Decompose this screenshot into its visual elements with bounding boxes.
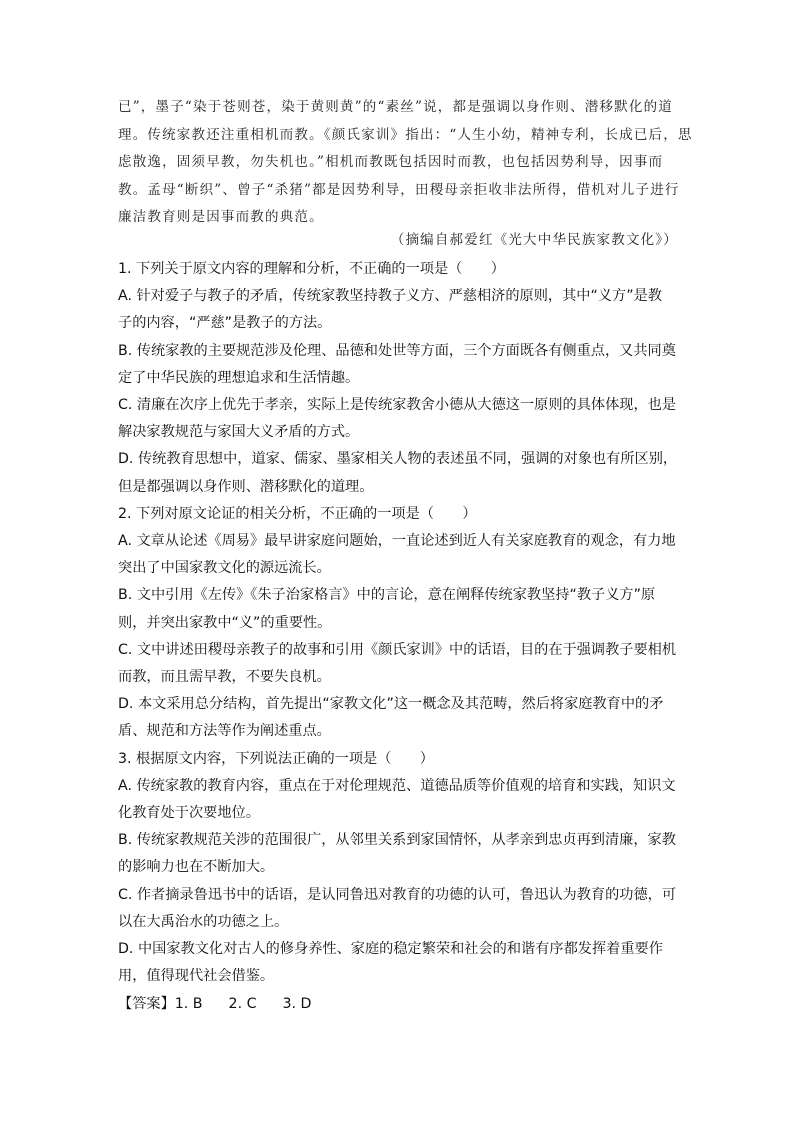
question-2-option-c: C. 文中讲述田稷母亲教子的故事和引用《颜氏家训》中的话语，目的在于强调教子要相机 bbox=[118, 641, 677, 658]
passage-line: 教。孟母“断织”、曾子“杀猪”都是因势利导，田稷母亲拒收非法所得，借机对儿子进行 bbox=[118, 181, 680, 198]
question-3-option-c: C. 作者摘录鲁迅书中的话语，是认同鲁迅对教育的功德的认可，鲁迅认为教育的功德，可 bbox=[118, 886, 677, 903]
question-3-option-d-cont: 用，值得现代社会借鉴。 bbox=[118, 968, 275, 985]
question-2-option-d-cont: 盾、规范和方法等作为阐述重点。 bbox=[118, 723, 331, 740]
passage-line: 已”，墨子“染于苍则苍，染于黄则黄”的“素丝”说，都是强调以身作则、潜移默化的道 bbox=[118, 99, 674, 115]
question-3-option-b: B. 传统家教规范关涉的范围很广，从邻里关系到家国情怀，从孝亲到忠贞再到清廉，家教 bbox=[118, 832, 676, 849]
question-2-option-a-cont: 突出了中国家教文化的源远流长。 bbox=[118, 560, 331, 577]
passage-line: 虑散逸，固须早教，勿失机也。”相机而教既包括因时而教，也包括因势利导，因事而 bbox=[118, 154, 664, 170]
question-3-option-d: D. 中国家教文化对古人的修身养性、家庭的稳定繁荣和社会的和谐有序都发挥着重要作 bbox=[118, 941, 663, 958]
question-3-option-c-cont: 以在大禹治水的功德之上。 bbox=[118, 913, 289, 930]
question-2-option-d: D. 本文采用总分结构，首先提出“家教文化”这一概念及其范畴，然后将家庭教育中的矛 bbox=[118, 696, 664, 713]
answer-item: 1. B bbox=[174, 996, 203, 1012]
answer-item: 3. D bbox=[282, 996, 312, 1012]
question-1-option-c-cont: 解决家教规范与家国大义矛盾的方式。 bbox=[118, 424, 360, 441]
question-1-option-b: B. 传统家教的主要规范涉及伦理、品德和处世等方面，三个方面既各有侧重点，又共同奠 bbox=[118, 342, 676, 359]
question-1-option-d: D. 传统教育思想中，道家、儒家、墨家相关人物的表述虽不同，强调的对象也有所区别， bbox=[118, 451, 678, 468]
question-2-option-b-cont: 则，并突出家教中“义”的重要性。 bbox=[118, 614, 332, 631]
passage-excerpt bbox=[118, 94, 693, 232]
question-1-option-b-cont: 定了中华民族的理想追求和生活情趣。 bbox=[118, 369, 360, 386]
question-3-option-b-cont: 的影响力也在不断加大。 bbox=[118, 859, 275, 876]
question-3-option-a-cont: 化教育处于次要地位。 bbox=[118, 805, 260, 822]
question-2-option-c-cont: 而教，而且需早教，不要失良机。 bbox=[118, 669, 331, 686]
question-2-option-a: A. 文章从论述《周易》最早讲家庭问题始，一直论述到近人有关家庭教育的观念，有力地 bbox=[118, 533, 676, 550]
question-1-option-a: A. 针对爱子与教子的矛盾，传统家教坚持教子义方、严慈相济的原则，其中“义方”是教 bbox=[118, 288, 662, 305]
passage-line: 廉洁教育则是因事而教的典范。 bbox=[118, 209, 324, 225]
answer-line bbox=[118, 991, 311, 1018]
question-list bbox=[118, 256, 678, 990]
question-3-stem: 3. 根据原文内容，下列说法正确的一项是（ ） bbox=[118, 750, 434, 767]
question-2-option-b: B. 文中引用《左传》《朱子治家格言》中的言论，意在阐释传统家教坚持“教子义方”原 bbox=[118, 587, 656, 604]
answer-item: 2. C bbox=[228, 996, 257, 1012]
question-1-option-d-cont: 但是都强调以身作则、潜移默化的道理。 bbox=[118, 478, 374, 495]
question-1-option-a-cont: 子的内容，“严慈”是教子的方法。 bbox=[118, 315, 332, 332]
question-1-stem: 1. 下列关于原文内容的理解和分析，不正确的一项是（ ） bbox=[118, 261, 505, 277]
passage-line: 理。传统家教还注重相机而教。《颜氏家训》指出：“人生小幼，精神专利，长成已后，思 bbox=[118, 126, 693, 143]
passage-source: （摘编自郝爱红《光大中华民族家教文化》） bbox=[390, 232, 678, 248]
question-3-option-a: A. 传统家教的教育内容，重点在于对伦理规范、道德品质等价值观的培育和实践，知识文 bbox=[118, 777, 676, 794]
answer-label: 【答案】 bbox=[118, 996, 175, 1012]
question-1-option-c: C. 清廉在次序上优先于孝亲，实际上是传统家教舍小德从大德这一原则的具体体现，也是 bbox=[118, 397, 677, 414]
question-2-stem: 2. 下列对原文论证的相关分析，不正确的一项是（ ） bbox=[118, 505, 477, 522]
